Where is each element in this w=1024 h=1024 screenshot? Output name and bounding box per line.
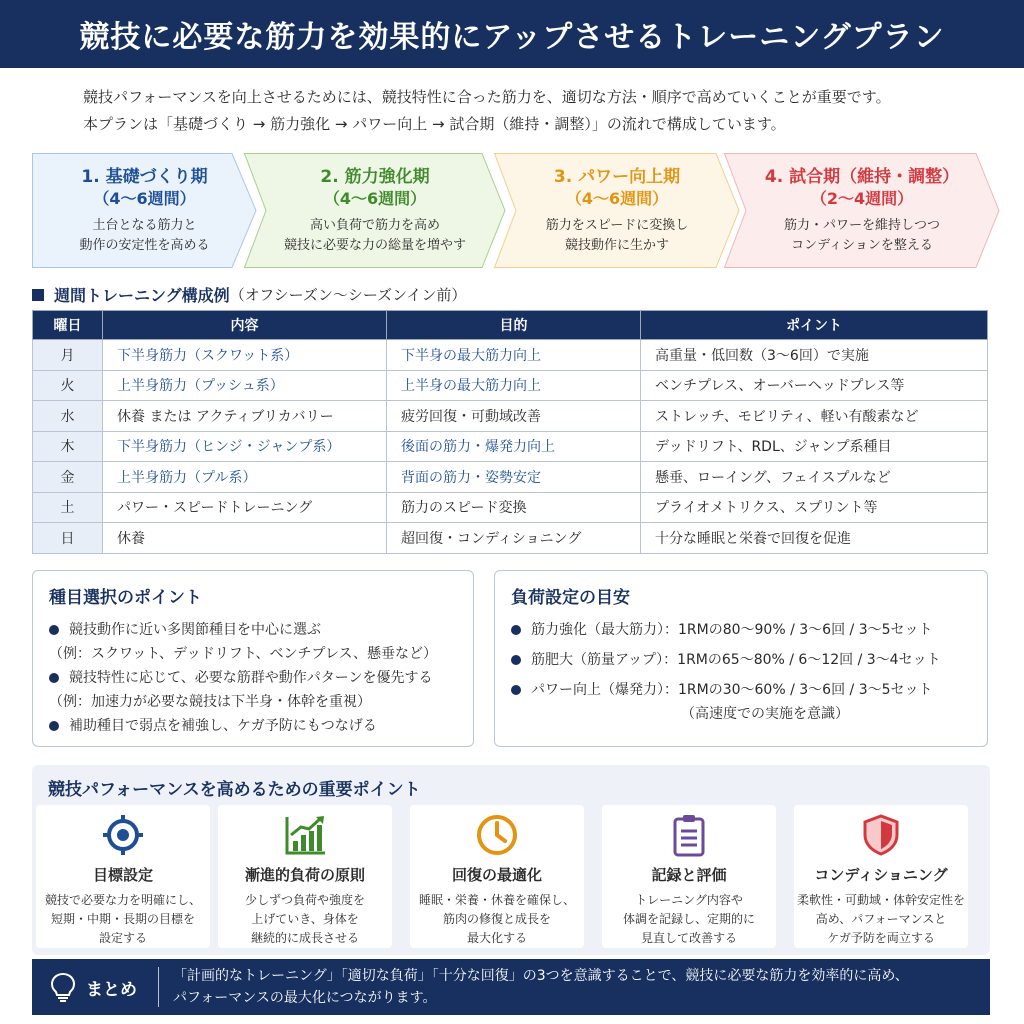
table-header-row: [33, 311, 988, 340]
phase-duration: （2〜4週間）: [810, 188, 914, 208]
summary-divider: [158, 967, 159, 1007]
point-card-goal: [36, 805, 210, 948]
point-cell: ストレッチ、モビリティ、軽い有酸素など: [641, 401, 988, 432]
list-item: [511, 648, 971, 672]
list-item-text: 補助種目で弱点を補強し、ケガ予防にもつなげる: [69, 718, 377, 734]
summary-banner: [32, 959, 990, 1015]
content-cell: 休養: [103, 523, 387, 554]
point-cell: ベンチプレス、オーバーヘッドプレス等: [641, 370, 988, 401]
list-item-note: （例：スクワット、デッドリフト、ベンチプレス、懸垂など）: [49, 646, 437, 662]
phase-title: 3. パワー向上期: [553, 166, 681, 187]
column-header: 目的: [387, 311, 641, 340]
phase-desc-1: 高い負荷で筋力を高め: [309, 217, 440, 233]
list-item-text: 筋肥大（筋量アップ）：1RMの65〜80% / 6〜12回 / 3〜4セット: [531, 652, 941, 668]
load-list: [511, 618, 971, 726]
table-row: [33, 431, 988, 462]
point-desc-1: 睡眠・栄養・休養を確保し、: [418, 893, 575, 907]
lightbulb-icon: [50, 972, 76, 1002]
shield-icon: [859, 813, 903, 857]
point-desc-1: 柔軟性・可動域・体幹安定性を: [796, 893, 965, 907]
column-header: 曜日: [33, 311, 103, 340]
point-desc-3: 継続的に成長させる: [250, 931, 359, 945]
point-cell: 高重量・低回数（3〜6回）で実施: [641, 340, 988, 371]
point-desc-3: 最大化する: [466, 931, 527, 945]
point-title: 回復の最適化: [451, 866, 542, 884]
selection-list: [49, 618, 457, 738]
growth-chart-icon: [283, 813, 327, 857]
list-item: [511, 678, 971, 726]
purpose-cell: 超回復・コンディショニング: [387, 523, 641, 554]
intro-text: [83, 84, 963, 138]
clock-icon: [475, 813, 519, 857]
purpose-cell: 後面の筋力・爆発力向上: [387, 431, 641, 462]
bullet-icon: [49, 625, 59, 635]
bullet-icon: [49, 721, 59, 731]
point-desc-1: 少しずつ負荷や強度を: [244, 893, 365, 907]
weekly-table: [32, 310, 988, 554]
phase-card-2: [244, 153, 506, 268]
intro-line-1: 競技パフォーマンスを向上させるためには、競技特性に合った筋力を、適切な方法・順序で高めていくことが重要です。: [83, 88, 891, 106]
point-title: 目標設定: [92, 866, 153, 884]
phase-desc-1: 筋力をスピードに変換し: [545, 217, 689, 233]
point-desc-2: 短期・中期・長期の目標を: [50, 912, 195, 926]
table-row: [33, 523, 988, 554]
load-card: [494, 570, 988, 747]
content-cell: 下半身筋力（ヒンジ・ジャンプ系）: [103, 431, 387, 462]
phase-duration: （4〜6週間）: [323, 188, 427, 208]
day-cell: 火: [33, 370, 103, 401]
bullet-icon: [511, 625, 521, 635]
phase-title: 4. 試合期（維持・調整）: [764, 166, 960, 187]
point-desc-2: 筋肉の修復と成長を: [442, 912, 551, 926]
summary-line-2: パフォーマンスの最大化につながります。: [173, 990, 437, 1006]
point-desc-3: 見直して改善する: [640, 931, 737, 945]
day-cell: 水: [33, 401, 103, 432]
selection-card: [32, 570, 474, 747]
list-item-text: パワー向上（爆発力）：1RMの30〜60% / 3〜6回 / 3〜5セット: [531, 682, 933, 698]
clipboard-icon: [667, 813, 711, 857]
intro-line-2: 本プランは「基礎づくり → 筋力強化 → パワー向上 → 試合期（維持・調整）」の流れで構成しています。: [83, 115, 786, 133]
phase-desc-2: コンディションを整える: [791, 237, 933, 253]
point-desc-1: トレーニング内容や: [635, 893, 743, 907]
point-card-recovery: [410, 805, 584, 948]
list-item-text: 競技特性に応じて、必要な筋群や動作パターンを優先する: [69, 670, 433, 686]
day-cell: 木: [33, 431, 103, 462]
phase-desc-1: 筋力・パワーを維持しつつ: [783, 217, 940, 233]
target-icon: [101, 813, 145, 857]
phase-duration: （4〜6週間）: [93, 188, 196, 208]
day-cell: 日: [33, 523, 103, 554]
purpose-cell: 背面の筋力・姿勢安定: [387, 462, 641, 493]
list-item: [49, 714, 457, 738]
key-points-title: 競技パフォーマンスを高めるための重要ポイント: [48, 780, 421, 800]
phase-flow: [32, 153, 1000, 268]
point-cell: デッドリフト、RDL、ジャンプ系種目: [641, 431, 988, 462]
point-desc-3: ケガ予防を両立する: [827, 931, 935, 945]
content-cell: パワー・スピードトレーニング: [103, 492, 387, 523]
point-desc-2: 高め、パフォーマンスと: [815, 912, 947, 926]
bullet-icon: [511, 655, 521, 665]
list-item: [49, 618, 457, 666]
key-points-panel: [32, 765, 990, 955]
content-cell: 上半身筋力（プッシュ系）: [103, 370, 387, 401]
point-desc-1: 競技で必要な力を明確にし、: [44, 893, 201, 907]
list-item: [49, 666, 457, 714]
summary-label: まとめ: [86, 979, 137, 1000]
point-desc-2: 体調を記録し、定期的に: [622, 912, 755, 926]
list-item-text: 競技動作に近い多関節種目を中心に選ぶ: [69, 622, 321, 638]
page-title: 競技に必要な筋力を効果的にアップさせるトレーニングプラン: [0, 0, 1024, 68]
phase-card-1: [32, 153, 257, 268]
point-title: コンディショニング: [814, 866, 948, 884]
point-cell: プライオメトリクス、スプリント等: [641, 492, 988, 523]
point-card-progressive: [218, 805, 392, 948]
point-title: 漸進的負荷の原則: [244, 866, 365, 884]
content-cell: 休養 または アクティブリカバリー: [103, 401, 387, 432]
phase-desc-1: 土台となる筋力と: [92, 217, 197, 233]
phase-desc-2: 競技に必要な力の総量を増やす: [283, 237, 466, 253]
list-item: [511, 618, 971, 642]
purpose-cell: 下半身の最大筋力向上: [387, 340, 641, 371]
point-desc-3: 設定する: [98, 931, 147, 945]
table-row: [33, 340, 988, 371]
purpose-cell: 上半身の最大筋力向上: [387, 370, 641, 401]
table-row: [33, 462, 988, 493]
square-bullet-icon: [32, 289, 44, 301]
weekly-section-title: [32, 283, 466, 306]
table-row: [33, 492, 988, 523]
load-title: 負荷設定の目安: [511, 588, 630, 608]
content-cell: 下半身筋力（スクワット系）: [103, 340, 387, 371]
list-item-note: （例：加速力が必要な競技は下半身・体幹を重視）: [49, 694, 371, 710]
list-item-note: （高速度での実施を意識）: [681, 706, 849, 722]
summary-line-1: 「計画的なトレーニング」「適切な負荷」「十分な回復」の3つを意識することで、競技に必要な筋力を効率的に高め、: [173, 968, 909, 984]
phase-title: 1. 基礎づくり期: [81, 166, 208, 187]
day-cell: 月: [33, 340, 103, 371]
phase-card-3: [494, 153, 740, 268]
point-cell: 懸垂、ローイング、フェイスプルなど: [641, 462, 988, 493]
day-cell: 金: [33, 462, 103, 493]
column-header: 内容: [103, 311, 387, 340]
bullet-icon: [511, 685, 521, 695]
phase-card-4: [724, 153, 1000, 268]
point-title: 記録と評価: [651, 866, 727, 884]
content-cell: 上半身筋力（プル系）: [103, 462, 387, 493]
point-card-record: [602, 805, 776, 948]
bullet-icon: [49, 673, 59, 683]
table-row: [33, 401, 988, 432]
point-cell: 十分な睡眠と栄養で回復を促進: [641, 523, 988, 554]
weekly-subtitle: （オフシーズン〜シーズンイン前）: [229, 286, 467, 304]
purpose-cell: 筋力のスピード変換: [387, 492, 641, 523]
purpose-cell: 疲労回復・可動域改善: [387, 401, 641, 432]
weekly-title: 週間トレーニング構成例: [54, 286, 230, 305]
phase-title: 2. 筋力強化期: [320, 166, 430, 187]
phase-duration: （4〜6週間）: [565, 188, 669, 208]
list-item-text: 筋力強化（最大筋力）：1RMの80〜90% / 3〜6回 / 3〜5セット: [531, 622, 933, 638]
table-row: [33, 370, 988, 401]
column-header: ポイント: [641, 311, 988, 340]
point-desc-2: 上げていき、身体を: [251, 912, 359, 926]
selection-title: 種目選択のポイント: [49, 588, 202, 608]
phase-desc-2: 競技動作に生かす: [564, 237, 669, 253]
day-cell: 土: [33, 492, 103, 523]
point-card-conditioning: [794, 805, 968, 948]
phase-desc-2: 動作の安定性を高める: [79, 237, 210, 253]
